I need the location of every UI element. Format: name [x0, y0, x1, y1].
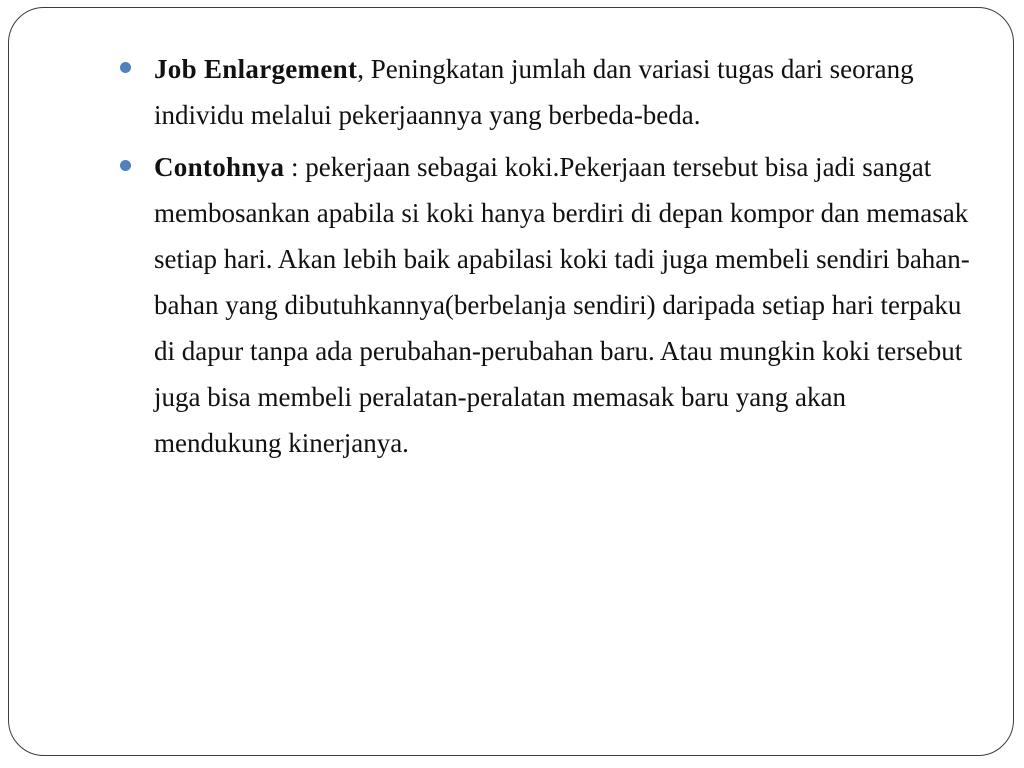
bullet-job-enlargement [119, 46, 979, 138]
bullet-contohnya [119, 144, 979, 466]
bullet-separator: : [284, 152, 299, 182]
bullet-text: Peningkatan jumlah dan variasi tugas dari seorang individu melalui pekerjaannya yang berbeda-beda. [154, 54, 914, 130]
bullet-text: pekerjaan sebagai koki.Pekerjaan tersebut bisa jadi sangat membosankan apabila si koki hanya berdiri di depan kompor dan memasak setiap hari. Akan lebih baik apabilasi koki tadi juga membeli sendiri bahan-bahan yang dibutuhkannya(berbelanja sendiri) daripada setiap hari terpaku di dapur tanpa ada perubahan-perubahan baru. Atau mungkin koki tersebut juga bisa membeli peralatan-peralatan memasak baru yang akan mendukung kinerjanya. [154, 152, 970, 458]
bullet-dot-icon [120, 62, 131, 73]
bullet-dot-icon [120, 160, 131, 171]
bullet-term: Job Enlargement [154, 54, 358, 84]
bullet-separator: , [357, 54, 364, 84]
slide-content [119, 46, 979, 472]
slide-frame [8, 7, 1014, 756]
bullet-term: Contohnya [154, 152, 285, 182]
